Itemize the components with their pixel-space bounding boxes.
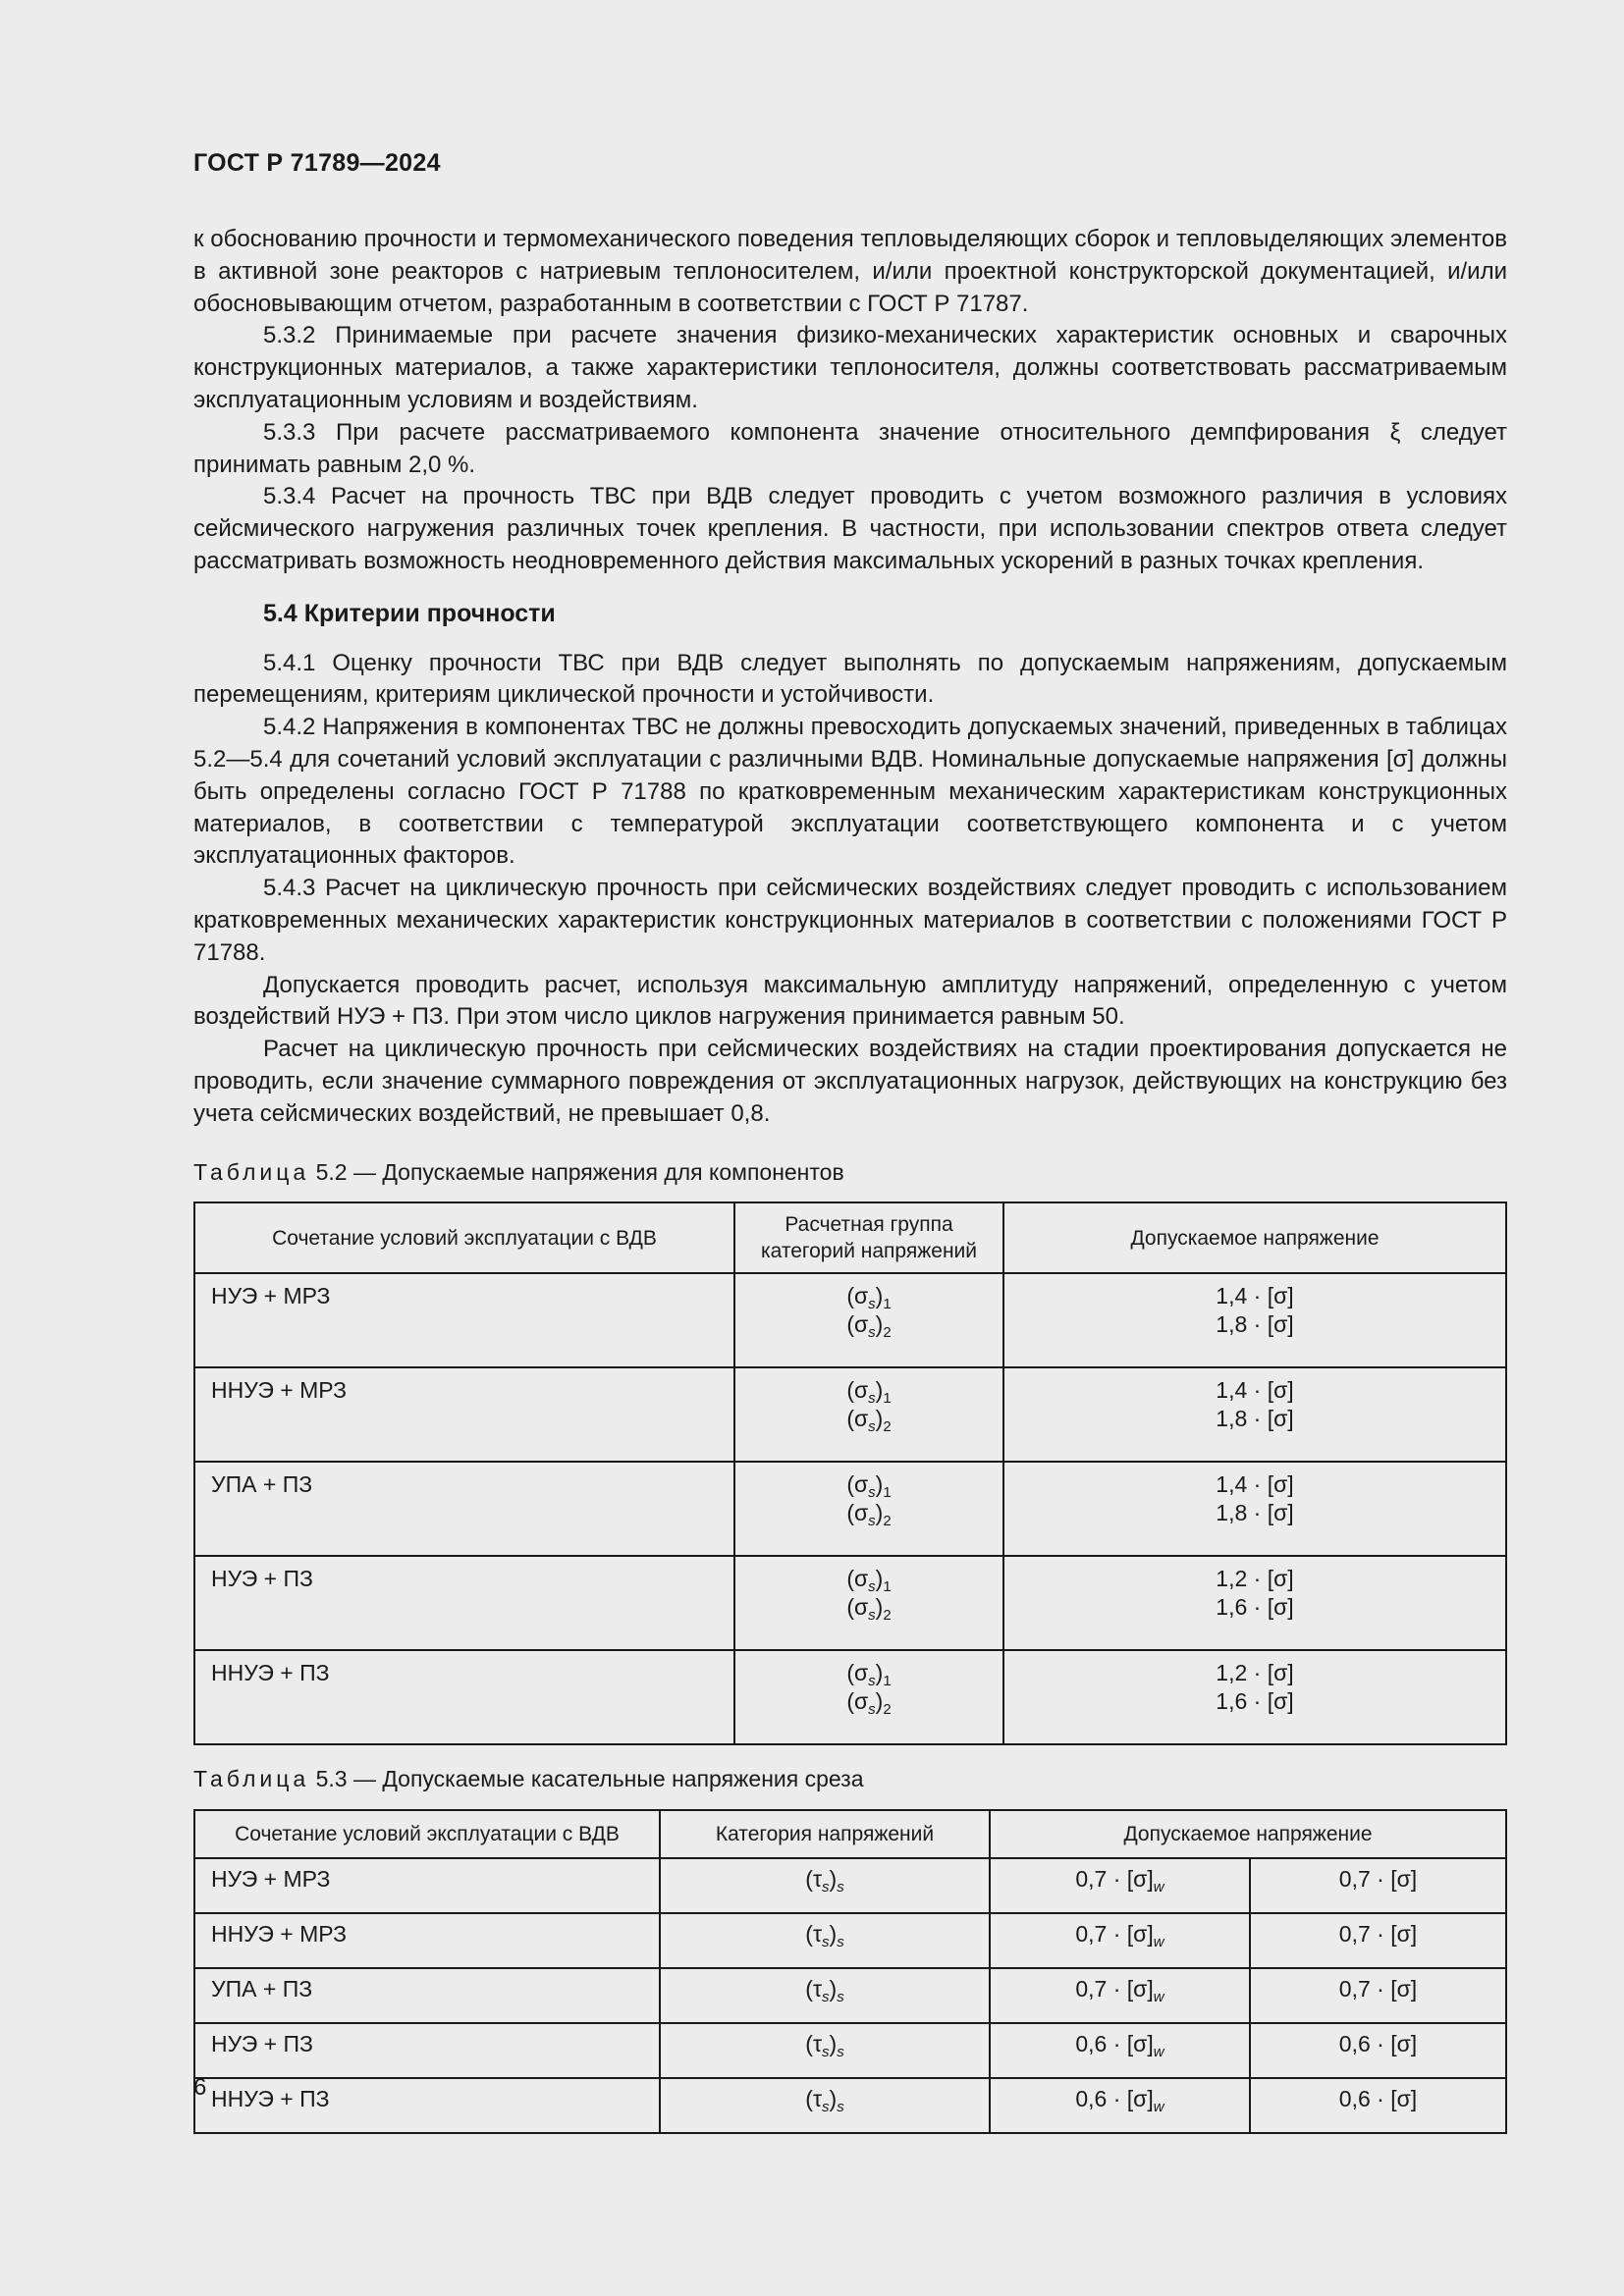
table-5-3 bbox=[193, 1809, 1507, 2134]
stress-group-cell bbox=[734, 1367, 1003, 1462]
paragraph-5-4-3: 5.4.3 Расчет на циклическую прочность при сейсмических воздействиях следует проводить с использованием кратковременных механических характеристик конструкционных материалов в соответствии с положениями ГОСТ Р 71788. bbox=[193, 875, 1507, 966]
allowable-value-1: 1,2 · [σ] bbox=[1216, 1566, 1294, 1592]
condition-cell: УПА + ПЗ bbox=[194, 1462, 734, 1556]
column-header: Допускаемое напряжение bbox=[990, 1810, 1506, 1858]
table-row bbox=[194, 1913, 1506, 1968]
table-row bbox=[194, 2078, 1506, 2133]
table-row bbox=[194, 2023, 1506, 2078]
stress-category-cell: $(\tau_s)_s$ bbox=[660, 2023, 990, 2078]
condition-cell: ННУЭ + ПЗ bbox=[194, 2078, 660, 2133]
stress-group-2: $(\sigma_s)_2$ bbox=[846, 1406, 892, 1436]
paragraph-5-4-1: 5.4.1 Оценку прочности ТВС при ВДВ следует выполнять по допускаемым напряжениям, допускаемым перемещениям, критериям циклической прочности и устойчивости. bbox=[193, 649, 1507, 709]
condition-cell: ННУЭ + ПЗ bbox=[194, 1650, 734, 1744]
stress-group-1: $(\sigma_s)_1$ bbox=[846, 1660, 892, 1690]
condition-cell: УПА + ПЗ bbox=[194, 1968, 660, 2023]
allowable-value-2: 1,6 · [σ] bbox=[1216, 1594, 1294, 1621]
page-number: 6 bbox=[193, 2074, 207, 2101]
paragraph-cyclic-exemption: Расчет на циклическую прочность при сейсмических воздействиях на стадии проектирования допускается не проводить, если значение суммарного повреждения от эксплуатационных нагрузок, действующих на конструкцию без учета сейсмических воздействий, не превышает 0,8. bbox=[193, 1036, 1507, 1127]
condition-cell: НУЭ + МРЗ bbox=[194, 1858, 660, 1913]
allowable-weld-cell: $0,7 \cdot [\sigma]_w$ bbox=[990, 1968, 1250, 2023]
allowable-cell bbox=[1003, 1367, 1506, 1462]
stress-group-1: $(\sigma_s)_1$ bbox=[846, 1566, 892, 1596]
allowable-base-cell: 0,7 · [σ] bbox=[1250, 1913, 1506, 1968]
paragraph-5-3-2: 5.3.2 Принимаемые при расчете значения физико-механических характеристик основных и сварочных конструкционных материалов, а также характеристики теплоносителя, должны соответствовать рассматриваемым эксплуатационным условиям и воздействиям. bbox=[193, 322, 1507, 413]
allowable-cell bbox=[1003, 1462, 1506, 1556]
condition-cell: НУЭ + ПЗ bbox=[194, 2023, 660, 2078]
table-caption-text: 5.2 — Допускаемые напряжения для компонентов bbox=[309, 1158, 844, 1185]
condition-cell: ННУЭ + МРЗ bbox=[194, 1913, 660, 1968]
allowable-base-cell: 0,6 · [σ] bbox=[1250, 2023, 1506, 2078]
stress-group-1: $(\sigma_s)_1$ bbox=[846, 1377, 892, 1408]
stress-category-cell: $(\tau_s)_s$ bbox=[660, 1913, 990, 1968]
table-caption-text: 5.3 — Допускаемые касательные напряжения среза bbox=[309, 1766, 864, 1792]
paragraph-continued: к обоснованию прочности и термомеханического поведения тепловыделяющих сборок и тепловыделяющих элементов в активной зоне реакторов с натриевым теплоносителем, и/или проектной конструкторской документацией, и/или обосновывающим отчетом, разработанным в соответствии с ГОСТ Р 71787. bbox=[193, 226, 1507, 317]
allowable-weld-cell: $0,6 \cdot [\sigma]_w$ bbox=[990, 2023, 1250, 2078]
table-row bbox=[194, 1273, 1506, 1367]
column-header: Сочетание условий эксплуатации с ВДВ bbox=[194, 1810, 660, 1858]
allowable-value-1: 1,2 · [σ] bbox=[1216, 1660, 1294, 1686]
section-heading: 5.4 Критерии прочности bbox=[263, 599, 556, 627]
stress-group-cell bbox=[734, 1650, 1003, 1744]
table-row bbox=[194, 1650, 1506, 1744]
stress-group-1: $(\sigma_s)_1$ bbox=[846, 1471, 892, 1502]
allowable-value-2: 1,8 · [σ] bbox=[1216, 1500, 1294, 1526]
condition-cell: НУЭ + ПЗ bbox=[194, 1556, 734, 1650]
condition-cell: ННУЭ + МРЗ bbox=[194, 1367, 734, 1462]
table-header-row bbox=[194, 1202, 1506, 1273]
stress-group-1: $(\sigma_s)_1$ bbox=[846, 1283, 892, 1313]
table-5-2-caption bbox=[193, 1156, 1507, 1189]
allowable-value-2: 1,6 · [σ] bbox=[1216, 1688, 1294, 1715]
stress-category-cell: $(\tau_s)_s$ bbox=[660, 1968, 990, 2023]
allowable-cell bbox=[1003, 1650, 1506, 1744]
table-caption-word: Таблица bbox=[193, 1158, 310, 1185]
table-caption-word: Таблица bbox=[193, 1766, 310, 1792]
allowable-value-2: 1,8 · [σ] bbox=[1216, 1406, 1294, 1432]
column-header: Допускаемое напряжение bbox=[1003, 1202, 1506, 1273]
paragraph-5-3-4: 5.3.4 Расчет на прочность ТВС при ВДВ следует проводить с учетом возможного различия в условиях сейсмического нагружения различных точек крепления. В частности, при использовании спектров ответа следует рассматривать возможность неодновременного действия максимальных ускорений в разных точках крепления. bbox=[193, 483, 1507, 574]
table-row bbox=[194, 1367, 1506, 1462]
document-header: ГОСТ Р 71789—2024 bbox=[193, 149, 441, 177]
table-5-3-caption bbox=[193, 1763, 1507, 1795]
page-content bbox=[193, 224, 1507, 2134]
stress-group-2: $(\sigma_s)_2$ bbox=[846, 1311, 892, 1342]
table-row bbox=[194, 1462, 1506, 1556]
stress-group-cell bbox=[734, 1556, 1003, 1650]
allowable-value-1: 1,4 · [σ] bbox=[1216, 1471, 1294, 1498]
column-header: Категория напряжений bbox=[660, 1810, 990, 1858]
paragraph-5-4-2: 5.4.2 Напряжения в компонентах ТВС не должны превосходить допускаемых значений, приведенных в таблицах 5.2—5.4 для сочетаний условий эксплуатации с различными ВДВ. Номинальные допускаемые напряжения [σ] должны быть определены согласно ГОСТ Р 71788 по кратковременным механическим характеристикам конструкционных материалов, в соответствии с температурой эксплуатации соответствующего компонента и с учетом эксплуатационных факторов. bbox=[193, 714, 1507, 870]
allowable-cell bbox=[1003, 1556, 1506, 1650]
allowable-weld-cell: $0,7 \cdot [\sigma]_w$ bbox=[990, 1858, 1250, 1913]
allowable-value-1: 1,4 · [σ] bbox=[1216, 1283, 1294, 1309]
allowable-base-cell: 0,6 · [σ] bbox=[1250, 2078, 1506, 2133]
column-header: Сочетание условий эксплуатации с ВДВ bbox=[194, 1202, 734, 1273]
allowable-base-cell: 0,7 · [σ] bbox=[1250, 1858, 1506, 1913]
stress-group-2: $(\sigma_s)_2$ bbox=[846, 1594, 892, 1625]
table-header-row bbox=[194, 1810, 1506, 1858]
condition-cell: НУЭ + МРЗ bbox=[194, 1273, 734, 1367]
stress-group-cell bbox=[734, 1462, 1003, 1556]
allowable-weld-cell: $0,6 \cdot [\sigma]_w$ bbox=[990, 2078, 1250, 2133]
allowable-cell bbox=[1003, 1273, 1506, 1367]
stress-group-cell bbox=[734, 1273, 1003, 1367]
table-row bbox=[194, 1556, 1506, 1650]
stress-group-2: $(\sigma_s)_2$ bbox=[846, 1688, 892, 1719]
table-row bbox=[194, 1968, 1506, 2023]
allowable-value-2: 1,8 · [σ] bbox=[1216, 1311, 1294, 1338]
table-row bbox=[194, 1858, 1506, 1913]
allowable-weld-cell: $0,7 \cdot [\sigma]_w$ bbox=[990, 1913, 1250, 1968]
stress-category-cell: $(\tau_s)_s$ bbox=[660, 1858, 990, 1913]
stress-group-2: $(\sigma_s)_2$ bbox=[846, 1500, 892, 1530]
stress-category-cell: $(\tau_s)_s$ bbox=[660, 2078, 990, 2133]
allowable-base-cell: 0,7 · [σ] bbox=[1250, 1968, 1506, 2023]
table-5-2 bbox=[193, 1201, 1507, 1745]
paragraph-permission: Допускается проводить расчет, используя максимальную амплитуду напряжений, определенную с учетом воздействий НУЭ + ПЗ. При этом число циклов нагружения принимается равным 50. bbox=[193, 971, 1507, 1031]
paragraph-5-3-3: 5.3.3 При расчете рассматриваемого компонента значение относительного демпфирования ξ следует принимать равным 2,0 %. bbox=[193, 418, 1507, 478]
column-header: Расчетная группа категорий напряжений bbox=[734, 1202, 1003, 1273]
allowable-value-1: 1,4 · [σ] bbox=[1216, 1377, 1294, 1404]
